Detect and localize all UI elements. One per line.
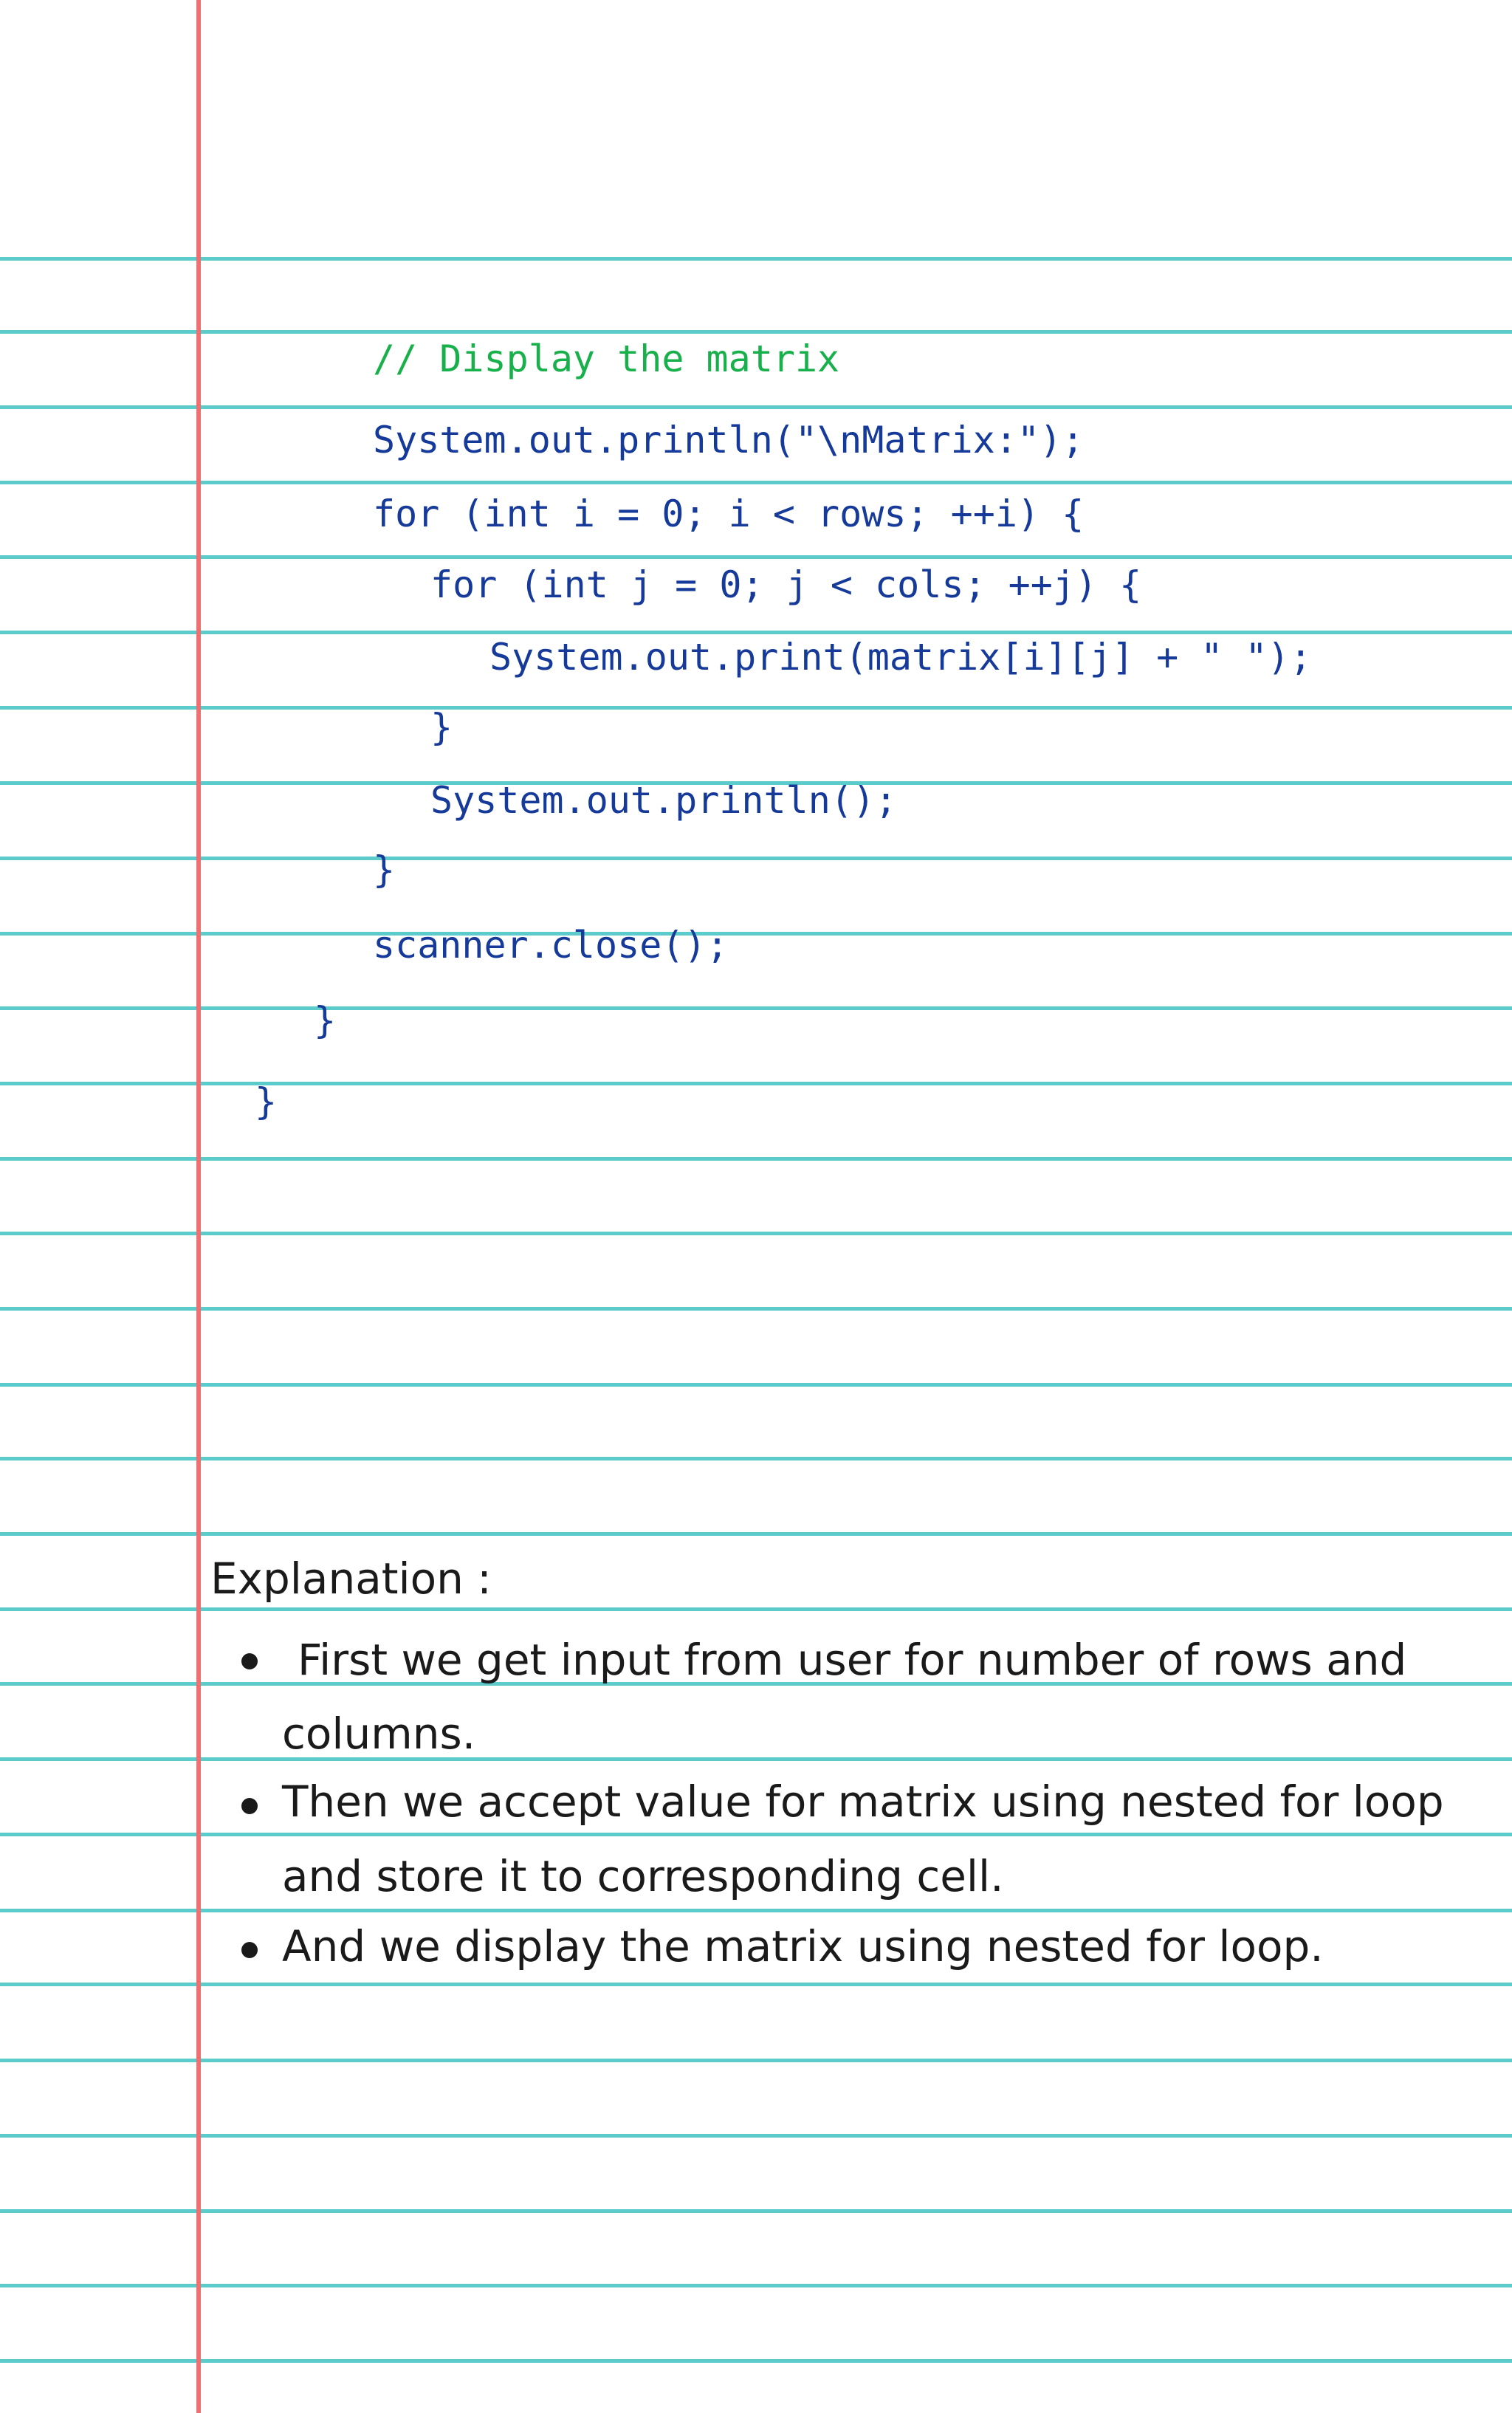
ruled-line — [0, 1457, 1512, 1460]
ruled-line — [0, 1983, 1512, 1986]
ruled-line — [0, 1532, 1512, 1536]
ruled-line — [0, 1757, 1512, 1761]
code-line: System.out.print(matrix[i][j] + " "); — [489, 636, 1312, 679]
bullet-icon — [241, 1942, 258, 1958]
code-line: } — [430, 706, 453, 749]
ruled-line — [0, 257, 1512, 261]
ruled-line — [0, 857, 1512, 860]
ruled-line — [0, 1006, 1512, 1010]
code-line: for (int j = 0; j < cols; ++j) { — [430, 563, 1142, 606]
ruled-line — [0, 2359, 1512, 2363]
bullet-text-continued: columns. — [282, 1709, 476, 1759]
ruled-line — [0, 1307, 1512, 1311]
ruled-line — [0, 1833, 1512, 1836]
code-line: System.out.println("\nMatrix:"); — [373, 419, 1085, 461]
ruled-line — [0, 706, 1512, 710]
ruled-line — [0, 1383, 1512, 1387]
ruled-line — [0, 2209, 1512, 2213]
code-line: for (int i = 0; i < rows; ++i) { — [373, 492, 1085, 535]
ruled-line — [0, 481, 1512, 484]
code-line: scanner.close(); — [373, 924, 729, 967]
bullet-text-continued: and store it to corresponding cell. — [282, 1851, 1004, 1901]
ruled-line — [0, 631, 1512, 634]
ruled-line — [0, 1909, 1512, 1912]
code-comment: // Display the matrix — [373, 337, 840, 380]
ruled-line — [0, 932, 1512, 936]
bullet-icon — [241, 1653, 258, 1669]
bullet-text: First we get input from user for number of rows and — [298, 1635, 1407, 1685]
code-line: } — [373, 848, 396, 891]
code-line: } — [314, 999, 337, 1042]
ruled-line — [0, 1157, 1512, 1161]
ruled-line — [0, 330, 1512, 334]
explanation-heading: Explanation : — [210, 1554, 492, 1604]
ruled-line — [0, 1082, 1512, 1085]
bullet-text: Then we accept value for matrix using nested for loop — [282, 1777, 1444, 1827]
bullet-text: And we display the matrix using nested for loop. — [282, 1921, 1324, 1971]
ruled-line — [0, 405, 1512, 409]
code-line: System.out.println(); — [430, 779, 898, 822]
ruled-line — [0, 555, 1512, 559]
ruled-line — [0, 1232, 1512, 1235]
ruled-line — [0, 2134, 1512, 2138]
code-line: } — [255, 1080, 278, 1123]
bullet-icon — [241, 1798, 258, 1814]
ruled-line — [0, 2059, 1512, 2062]
margin-line — [196, 0, 201, 2413]
ruled-line — [0, 1607, 1512, 1611]
ruled-line — [0, 2284, 1512, 2287]
